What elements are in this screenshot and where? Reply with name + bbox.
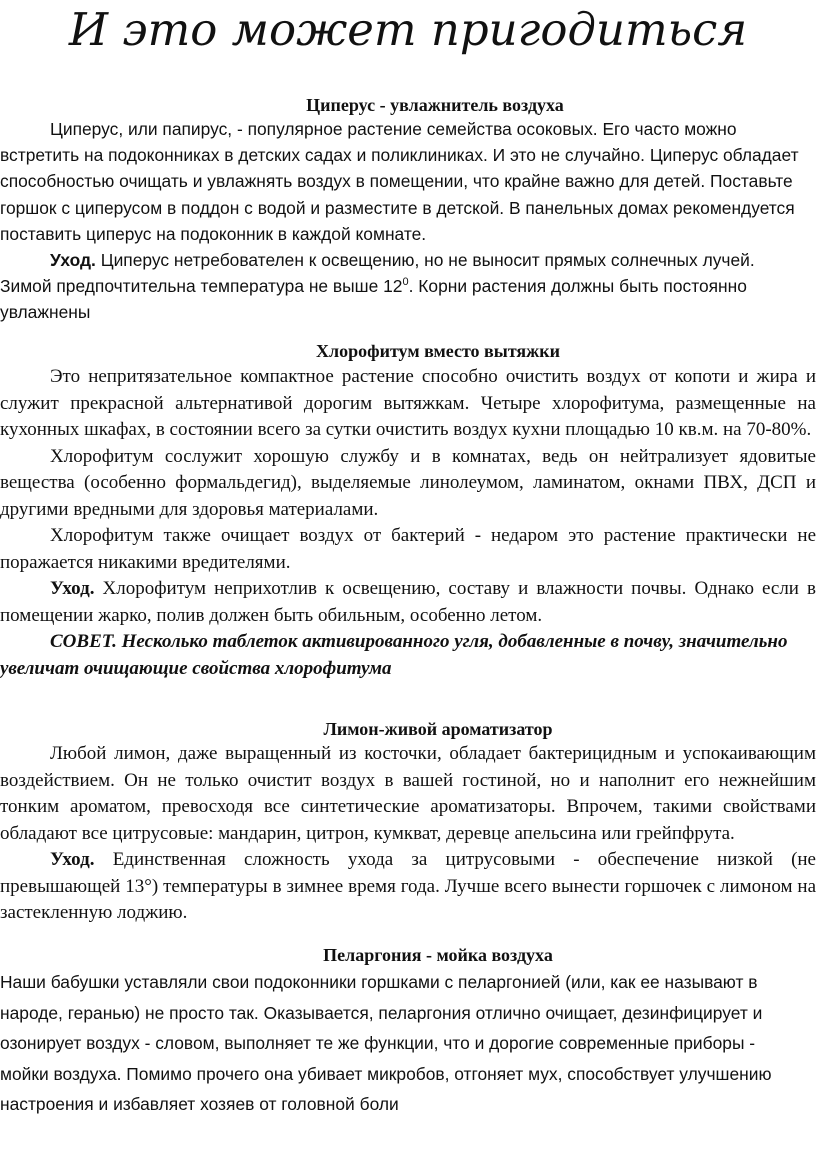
- care-label: Уход.: [50, 250, 96, 271]
- paragraph: Хлорофитум сослужит хорошую службу и в комнатах, ведь он нейтрализует ядовитые вещества (особенно формальдегид), выделяемые линолеумом, ламинатом, окнами ПВХ, ДСП и другими вредными для здоровья материалами.: [0, 445, 816, 520]
- care-text: Хлорофитум неприхотлив к освещению, составу и влажности почвы. Однако если в помещении жарко, полив должен быть обильным, особенно летом.: [0, 578, 816, 626]
- tip-paragraph: [0, 629, 816, 682]
- care-label: Уход.: [50, 849, 95, 870]
- tip-text: . Несколько таблеток активированного угля, добавленные в почву, значительно увеличат очищающие свойства хлорофитума: [0, 631, 788, 679]
- section-body-cyperus: [0, 116, 803, 326]
- paragraph: Это непритязательное компактное растение способно очистить воздух от копоти и жира и служит прекрасной альтернативой дорогим вытяжкам. Четыре хлорофитума, размещенные на кухонных шкафах, в состоянии всего за сутки очистить воздух кухни площадью 10 кв.м. на 70-80%.: [0, 366, 816, 440]
- paragraph: Хлорофитум также очищает воздух от бактерий - недаром это растение практически не поражается никакими вредителями.: [0, 525, 816, 573]
- care-label: Уход.: [50, 578, 95, 599]
- degree-sup: 0: [402, 276, 409, 289]
- section-heading-cyperus: Циперус - увлажнитель воздуха: [306, 95, 564, 115]
- section-heading-lemon: Лимон-живой ароматизатор: [323, 719, 553, 739]
- care-paragraph: [0, 247, 803, 326]
- page-title: И это может пригодиться: [68, 3, 748, 56]
- tip-label: СОВЕТ: [50, 631, 113, 652]
- section-heading-pelargonium: Пеларгония - мойка воздуха: [323, 945, 553, 965]
- care-text: Единственная сложность ухода за цитрусовыми - обеспечение низкой (не превышающей 13°) температуры в зимнее время года. Лучше всего вынести горшочек с лимоном на застекленную лоджию.: [0, 849, 816, 923]
- care-text-continued: . Корни растения должны быть постоянно увлажнены: [0, 276, 747, 323]
- section-heading-chlorophytum: Хлорофитум вместо вытяжки: [316, 341, 560, 361]
- care-paragraph: [0, 847, 816, 927]
- section-body-pelargonium: [0, 967, 800, 1120]
- care-text: Циперус нетребователен к освещению, но не выносит прямых солнечных лучей. Зимой предпочтительна температура не выше 12: [0, 250, 755, 297]
- paragraph: Любой лимон, даже выращенный из косточки, обладает бактерицидным и успокаивающим воздействием. Он не только очистит воздух в вашей гостиной, но и наполнит его нежнейшим тонким ароматом, превосходя все синтетические ароматизаторы. Впрочем, такими свойствами обладают все цитрусовые: мандарин, цитрон, кумкват, деревце апельсина или грейпфрута.: [0, 743, 816, 844]
- section-body-chlorophytum: [0, 364, 816, 682]
- care-paragraph: [0, 576, 816, 629]
- paragraph: Циперус, или папирус, - популярное растение семейства осоковых. Его часто можно встретить на подоконниках в детских садах и поликлиниках. И это не случайно. Циперус обладает способностью очищать и увлажнять воздух в помещении, что крайне важно для детей. Поставьте горшок с циперусом в поддон с водой и разместите в детской. В панельных домах рекомендуется поставить циперус на подоконник в каждой комнате.: [0, 119, 799, 244]
- section-body-lemon: [0, 741, 816, 927]
- paragraph: Наши бабушки уставляли свои подоконники горшками с пеларгонией (или, как ее называют в народе, геранью) не просто так. Оказывается, пеларгония отлично очищает, дезинфицирует и озонирует воздух - словом, выполняет те же функции, что и дорогие современные приборы - мойки воздуха. Помимо прочего она убивает микробов, отгоняет мух, способствует улучшению настроения и избавляет хозяев от головной боли: [0, 972, 772, 1114]
